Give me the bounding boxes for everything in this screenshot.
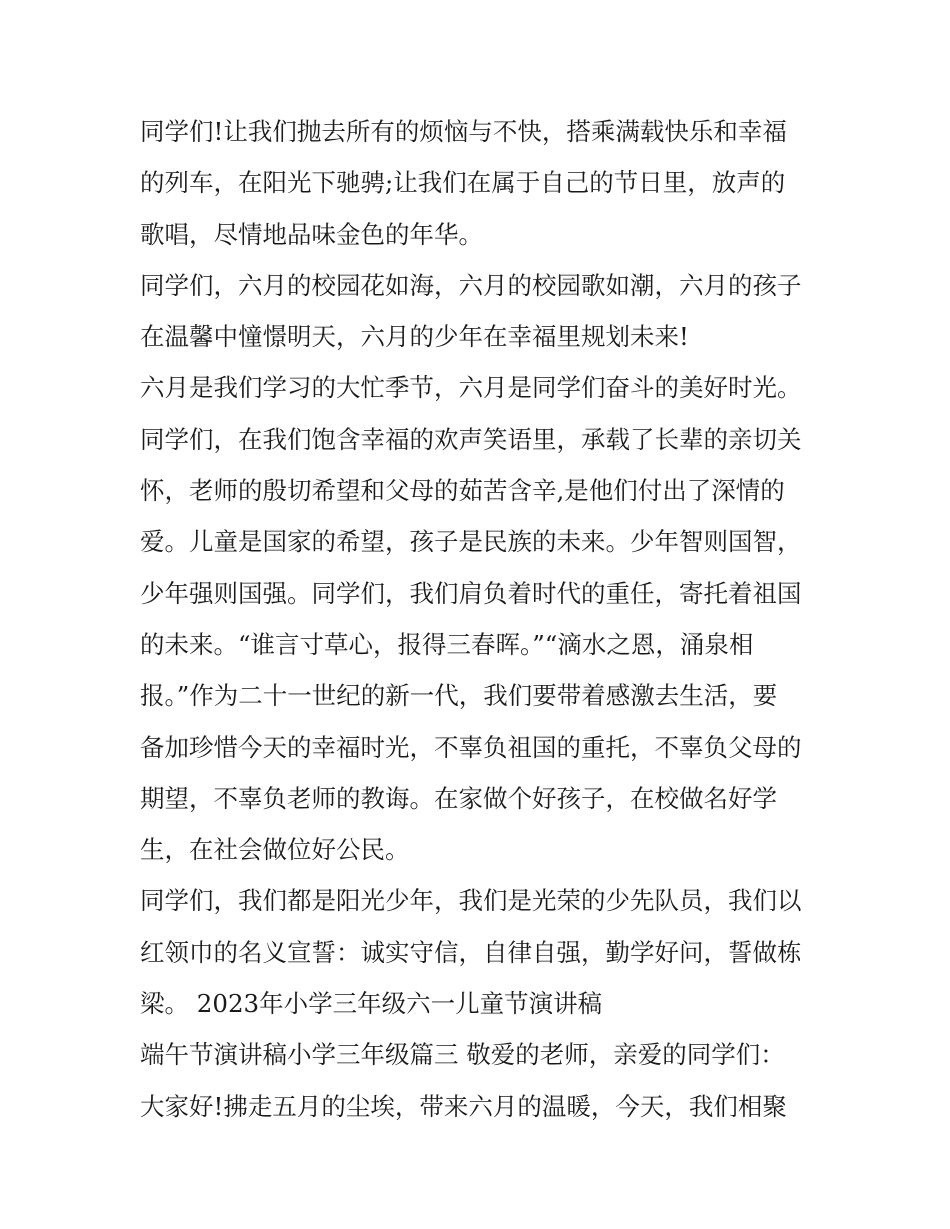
text-line: 在温馨中憧憬明天，六月的少年在幸福里规划未来! — [140, 322, 689, 352]
text-line: 红领巾的名义宣誓：诚实守信，自律自强，勤学好问，誓做栋 — [140, 937, 802, 967]
text-line: 爱。儿童是国家的希望，孩子是民族的未来。少年智则国智， — [140, 527, 802, 557]
body-text — [140, 106, 820, 1132]
text-line: 梁。 2023年小学三年级六一儿童节演讲稿 — [140, 989, 603, 1019]
text-line: 的列车，在阳光下驰骋;让我们在属于自己的节日里，放声的 — [140, 168, 786, 198]
text-line: 同学们，在我们饱含幸福的欢声笑语里，承载了长辈的亲切关 — [140, 424, 802, 454]
text-line: 生，在社会做位好公民。 — [140, 835, 410, 865]
text-line: 同学们!让我们抛去所有的烦恼与不快，搭乘满载快乐和幸福 — [140, 117, 787, 146]
text-line: 怀，老师的殷切希望和父母的茹苦含辛,是他们付出了深情的 — [140, 476, 785, 506]
text-line: 歌唱，尽情地品味金色的年华。 — [140, 219, 483, 249]
text-line: 端午节演讲稿小学三年级篇三 敬爱的老师，亲爱的同学们： — [140, 1040, 785, 1070]
text-line: 备加珍惜今天的幸福时光，不辜负祖国的重托，不辜负父母的 — [140, 732, 802, 762]
text-line: 的未来。“谁言寸草心，报得三春晖。”“滴水之恩，涌泉相 — [140, 629, 754, 659]
text-line: 少年强则国强。同学们，我们肩负着时代的重任，寄托着祖国 — [140, 578, 802, 608]
text-line: 同学们，六月的校园花如海，六月的校园歌如潮，六月的孩子 — [140, 270, 802, 300]
text-line: 同学们，我们都是阳光少年，我们是光荣的少先队员，我们以 — [140, 886, 802, 916]
text-line: 报。”作为二十一世纪的新一代，我们要带着感激去生活，要 — [140, 681, 778, 711]
text-line: 期望，不辜负老师的教诲。在家做个好孩子，在校做名好学 — [140, 783, 777, 813]
text-line: 大家好!拂走五月的尘埃，带来六月的温暖，今天，我们相聚 — [140, 1091, 787, 1121]
text-line: 六月是我们学习的大忙季节，六月是同学们奋斗的美好时光。 — [140, 373, 802, 403]
